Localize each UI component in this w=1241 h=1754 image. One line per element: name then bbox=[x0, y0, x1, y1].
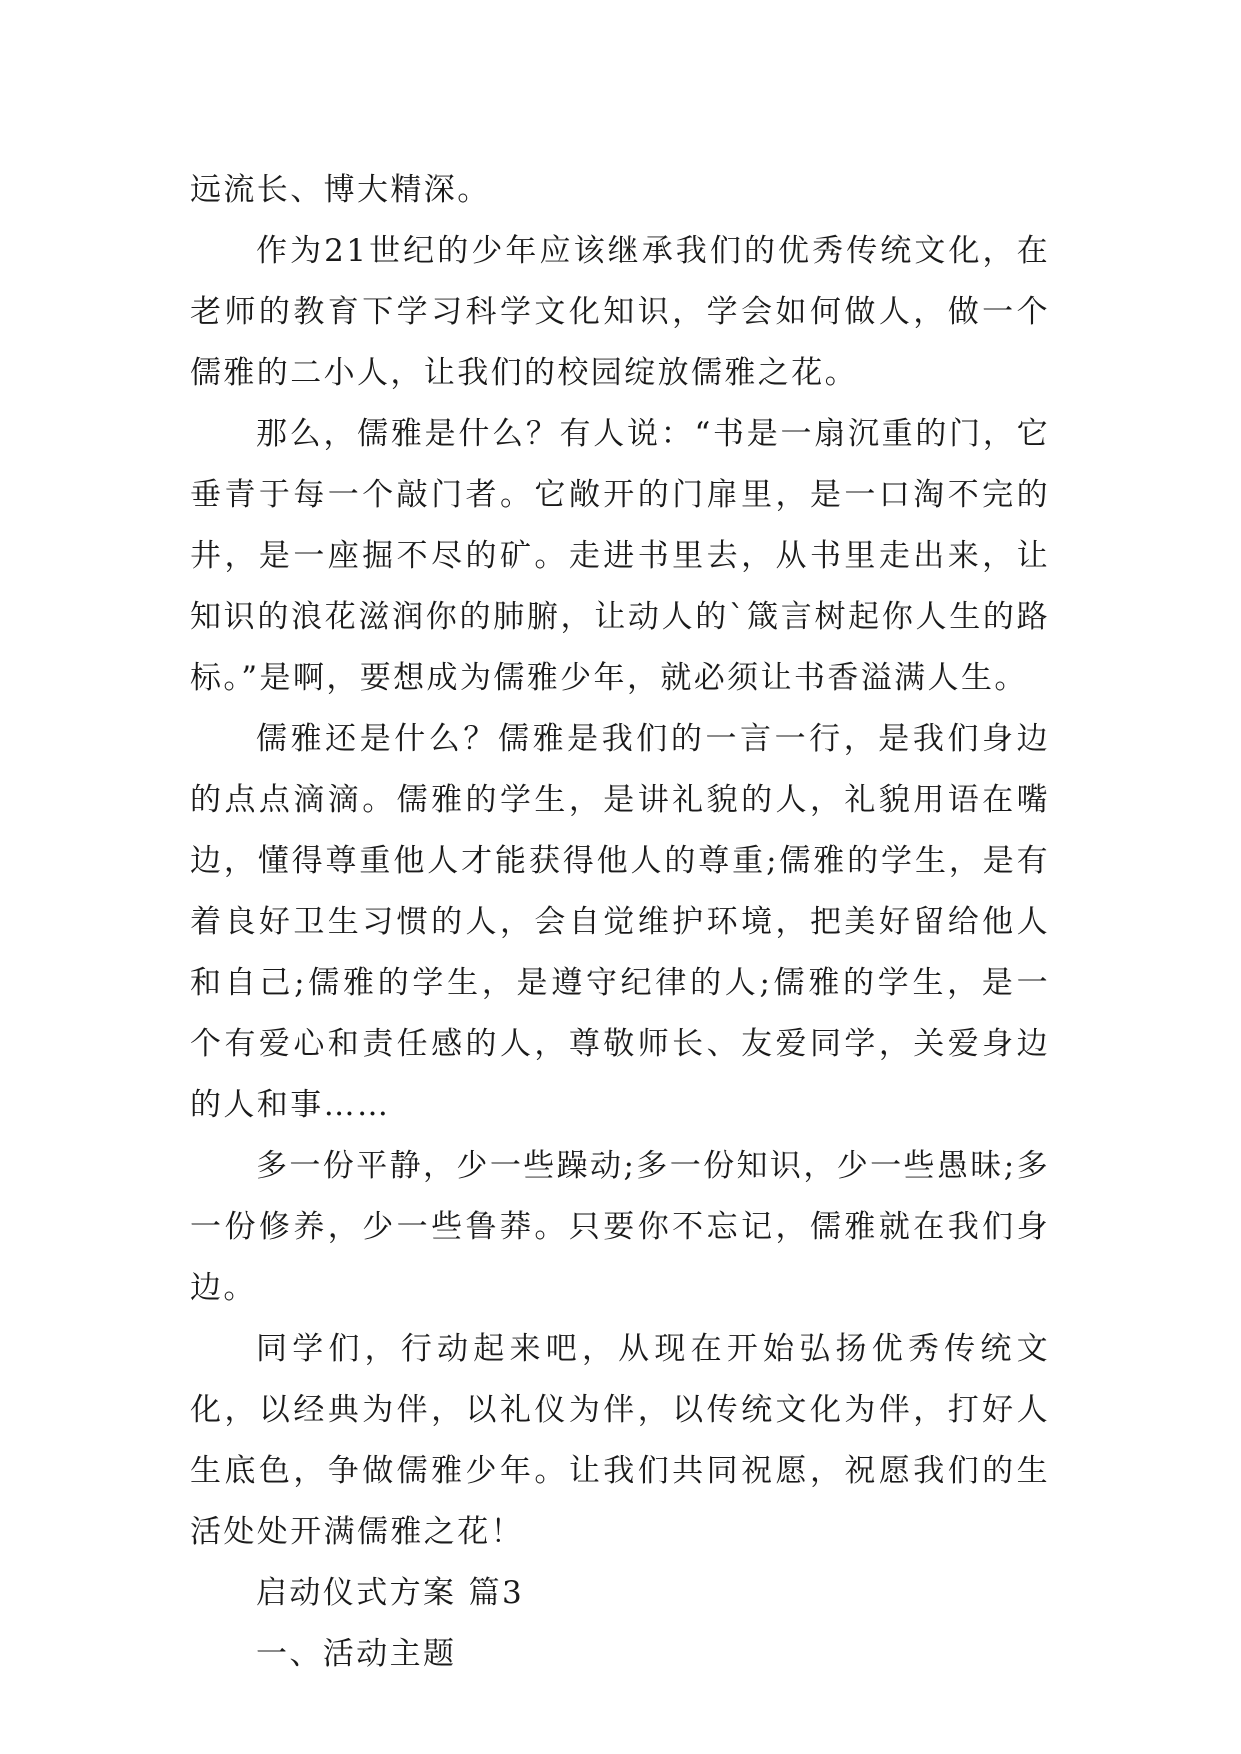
section-title: 启动仪式方案 篇3 bbox=[256, 1575, 525, 1611]
paragraph-call-to-action: 同学们，行动起来吧，从现在开始弘扬优秀传统文化，以经典为伴，以礼仪为伴，以传统文化为伴，打好人生底色，争做儒雅少年。让我们共同祝愿，祝愿我们的生活处处开满儒雅之花！ bbox=[190, 1331, 1050, 1550]
subsection-title: 一、活动主题 bbox=[256, 1636, 457, 1672]
paragraph-continuation: 远流长、博大精深。 bbox=[190, 172, 491, 208]
paragraph-what-is-elegance: 那么，儒雅是什么？有人说：“书是一扇沉重的门，它垂青于每一个敲门者。它敞开的门扉里，是一口淘不完的井，是一座掘不尽的矿。走进书里去，从书里走出来，让知识的浪花滋润你的肺腑，让动人的`箴言树起你人生的路标。”是啊，要想成为儒雅少年，就必须让书香溢满人生。 bbox=[190, 416, 1050, 696]
paragraph-inherit-culture: 作为21世纪的少年应该继承我们的优秀传统文化，在老师的教育下学习科学文化知识，学会如何做人，做一个儒雅的二小人，让我们的校园绽放儒雅之花。 bbox=[190, 233, 1050, 391]
paragraph-elegance-in-actions: 儒雅还是什么？儒雅是我们的一言一行，是我们身边的点点滴滴。儒雅的学生，是讲礼貌的人，礼貌用语在嘴边，懂得尊重他人才能获得他人的尊重;儒雅的学生，是有着良好卫生习惯的人，会自觉维护环境，把美好留给他人和自己;儒雅的学生，是遵守纪律的人;儒雅的学生，是一个有爱心和责任感的人，尊敬师长、友爱同学，关爱身边的人和事…… bbox=[190, 721, 1050, 1123]
paragraph-more-less: 多一份平静，少一些躁动;多一份知识，少一些愚昧;多一份修养，少一些鲁莽。只要你不忘记，儒雅就在我们身边。 bbox=[190, 1148, 1050, 1306]
document-body bbox=[190, 160, 1050, 1685]
